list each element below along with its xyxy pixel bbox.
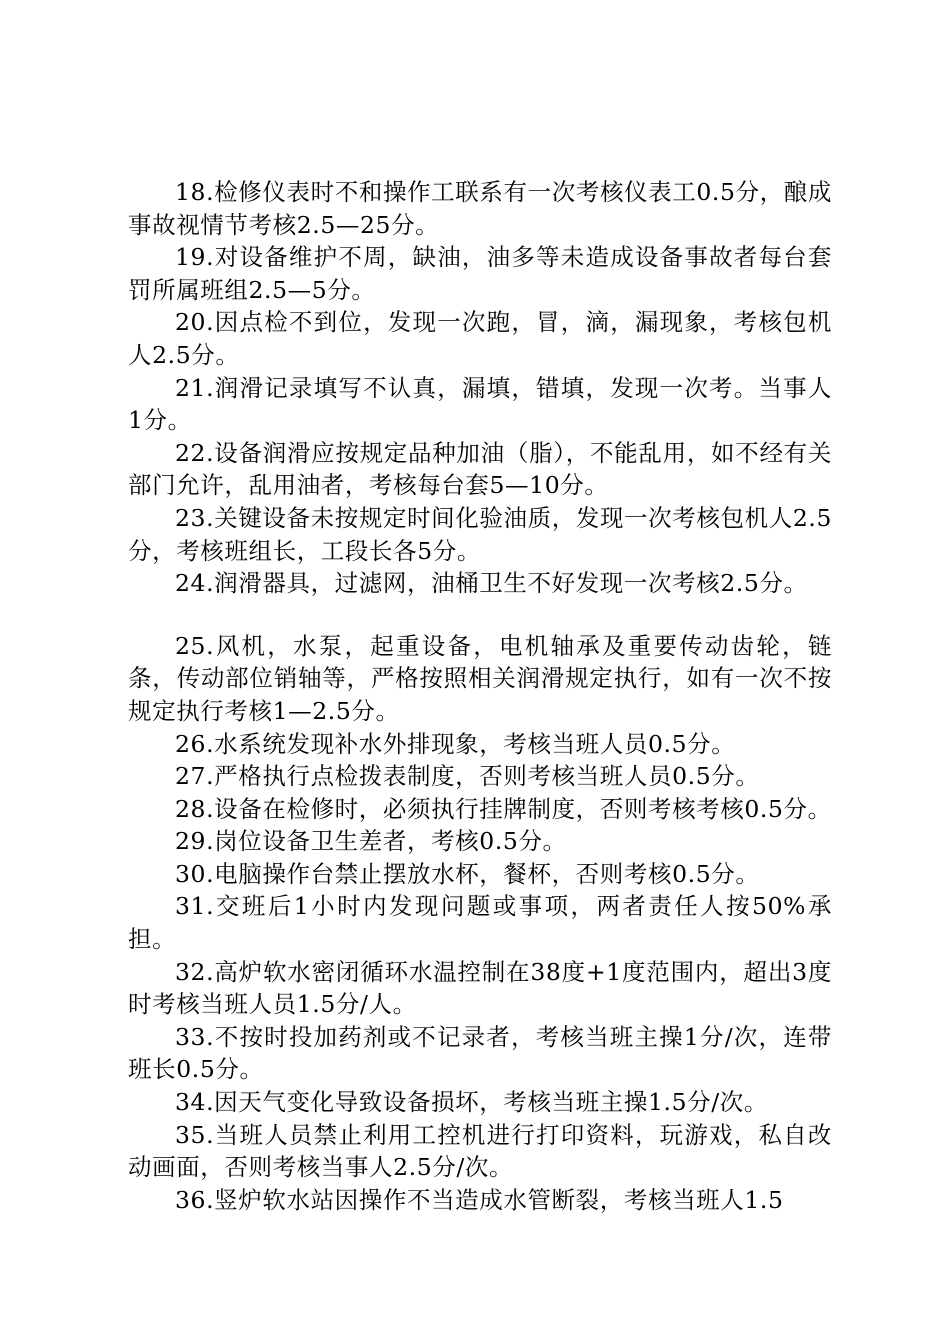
clause-24: 24.润滑器具，过滤网，油桶卫生不好发现一次考核2.5分。 (175, 569, 808, 598)
clause-33: 33.不按时投加药剂或不记录者，考核当班主操1分/次，连带班长0.5分。 (128, 1022, 832, 1084)
document-body (128, 176, 832, 1216)
clause-20: 20.因点检不到位，发现一次跑，冒，滴，漏现象，考核包机人2.5分。 (128, 308, 832, 369)
clause-29: 29.岗位设备卫生差者，考核0.5分。 (175, 827, 567, 856)
clause-25: 25.风机，水泵，起重设备，电机轴承及重要传动齿轮，链条，传动部位销轴等，严格按照相关润滑规定执行，如有一次不按规定执行考核1—2.5分。 (128, 631, 832, 725)
clause-19: 19.对设备维护不周，缺油，油多等未造成设备事故者每台套罚所属班组2.5—5分。 (128, 243, 832, 304)
clause-21: 21.润滑记录填写不认真，漏填，错填，发现一次考。当事人1分。 (128, 373, 832, 435)
clause-34: 34.因天气变化导致设备损坏，考核当班主操1.5分/次。 (175, 1088, 768, 1117)
clause-36: 36.竖炉软水站因操作不当造成水管断裂，考核当班人1.5 (175, 1185, 784, 1214)
clause-28: 28.设备在检修时，必须执行挂牌制度，否则考核考核0.5分。 (175, 794, 832, 823)
clause-23: 23.关键设备未按规定时间化验油质，发现一次考核包机人2.5分，考核班组长，工段长各5分。 (128, 503, 832, 565)
clause-26: 26.水系统发现补水外排现象，考核当班人员0.5分。 (175, 729, 736, 758)
clause-30: 30.电脑操作台禁止摆放水杯，餐杯，否则考核0.5分。 (175, 859, 760, 888)
clause-35: 35.当班人员禁止利用工控机进行打印资料，玩游戏，私自改动画面，否则考核当事人2.5分/次。 (128, 1120, 832, 1182)
clause-22: 22.设备润滑应按规定品种加油（脂），不能乱用，如不经有关部门允许，乱用油者，考核每台套5—10分。 (128, 438, 832, 500)
clause-32: 32.高炉软水密闭循环水温控制在38度+1度范围内，超出3度时考核当班人员1.5分/人。 (128, 957, 832, 1019)
clause-31: 31.交班后1小时内发现问题或事项，两者责任人按50%承担。 (128, 892, 832, 954)
clause-18: 18.检修仪表时不和操作工联系有一次考核仪表工0.5分，酿成事故视情节考核2.5—25分。 (128, 178, 832, 239)
clause-27: 27.严格执行点检拨表制度，否则考核当班人员0.5分。 (175, 762, 760, 791)
